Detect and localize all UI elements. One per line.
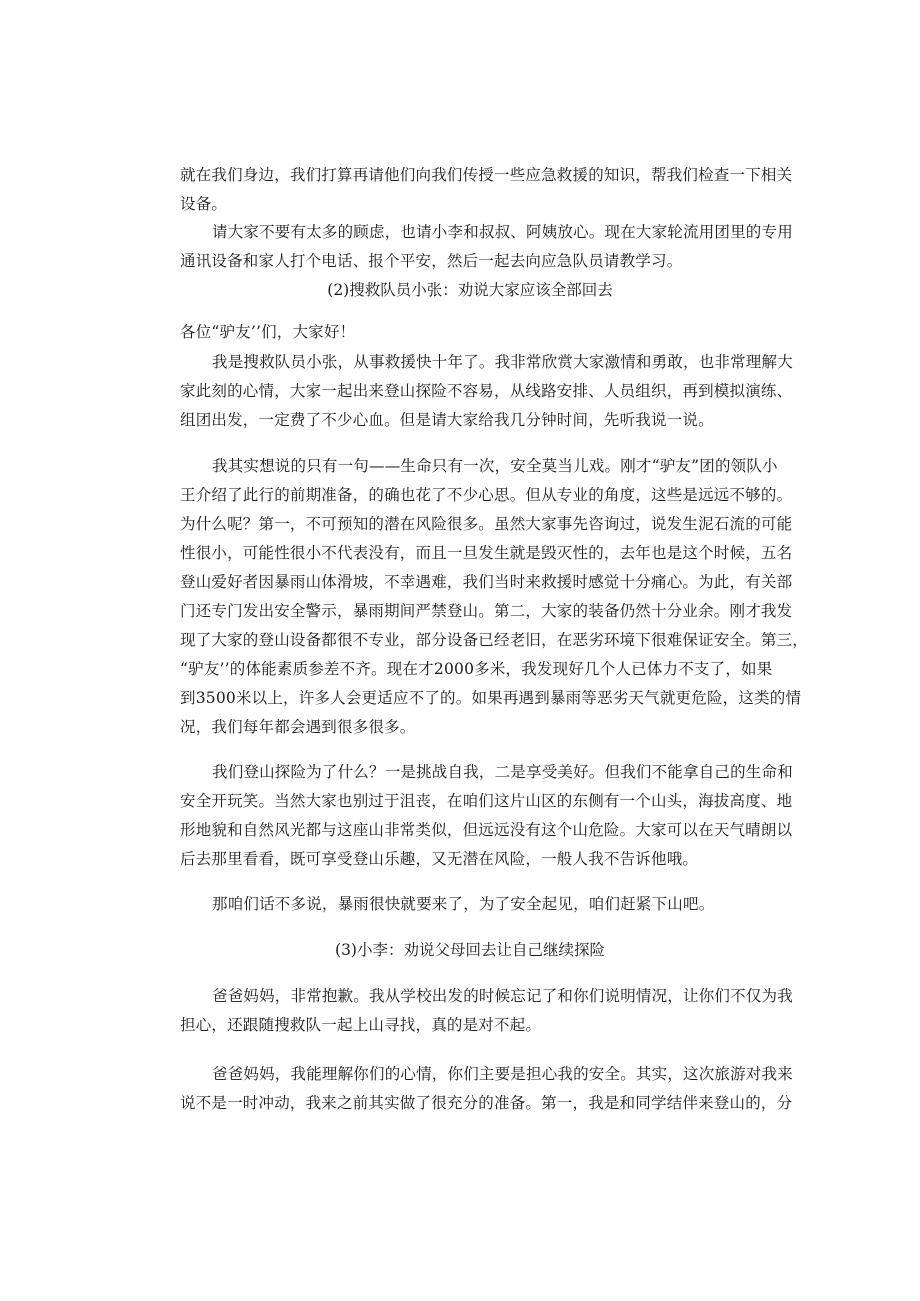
paragraph-line: 爸爸妈妈，非常抱歉。我从学校出发的时候忘记了和你们说明情况，让你们不仅为我 bbox=[212, 987, 793, 1005]
greeting-line: 各位“驴友’’们，大家好！ bbox=[180, 323, 356, 341]
paragraph-line: 现了大家的登山设备都很不专业，部分设备已经老旧，在恶劣环境下很难保证安全。第三， bbox=[180, 631, 809, 649]
paragraph-line: 我们登山探险为了什么？一是挑战自我，二是享受美好。但我们不能拿自己的生命和 bbox=[212, 763, 793, 781]
paragraph-line: 爸爸妈妈，我能理解你们的心情，你们主要是担心我的安全。其实，这次旅游对我来 bbox=[212, 1065, 793, 1083]
section-heading: (3)小李：劝说父母回去让自己继续探险 bbox=[335, 941, 605, 959]
paragraph-line: 登山爱好者因暴雨山体滑坡，不幸遇难，我们当时来救援时感觉十分痛心。为此，有关部 bbox=[180, 573, 793, 591]
section-heading: (2)搜救队员小张：劝说大家应该全部回去 bbox=[327, 281, 613, 299]
paragraph-line: 设备。 bbox=[180, 195, 228, 213]
paragraph-line: 况，我们每年都会遇到很多很多。 bbox=[180, 718, 416, 736]
paragraph-line: 到3500米以上，许多人会更适应不了的。如果再遇到暴雨等恶劣天气就更危险，这类的情 bbox=[180, 689, 802, 707]
paragraph-line: 性很小，可能性很小不代表没有，而且一旦发生就是毁灭性的，去年也是这个时候，五名 bbox=[180, 544, 793, 562]
paragraph-line: 担心，还跟随搜救队一起上山寻找，真的是对不起。 bbox=[180, 1016, 542, 1034]
paragraph-line: 通讯设备和家人打个电话、报个平安，然后一起去向应急队员请教学习。 bbox=[180, 252, 683, 270]
paragraph-line: 门还专门发出安全警示，暴雨期间严禁登山。第二，大家的装备仍然十分业余。刚才我发 bbox=[180, 602, 793, 620]
paragraph-line: 组团出发，一定费了不少心血。但是请大家给我几分钟时间，先听我说一说。 bbox=[180, 411, 714, 429]
paragraph-line: 就在我们身边，我们打算再请他们向我们传授一些应急救援的知识，帮我们检查一下相关 bbox=[180, 166, 793, 184]
paragraph-line: 我其实想说的只有一句——生命只有一次，安全莫当儿戏。刚才“驴友”团的领队小 bbox=[212, 457, 778, 475]
paragraph-line: 那咱们话不多说，暴雨很快就要来了，为了安全起见，咱们赶紧下山吧。 bbox=[212, 895, 715, 913]
paragraph-line: 安全开玩笑。当然大家也别过于沮丧，在咱们这片山区的东侧有一个山头，海拔高度、地 bbox=[180, 792, 793, 810]
paragraph-line: 请大家不要有太多的顾虑，也请小李和叔叔、阿姨放心。现在大家轮流用团里的专用 bbox=[212, 223, 793, 241]
paragraph-line: 王介绍了此行的前期准备，的确也花了不少心思。但从专业的角度，这些是远远不够的。 bbox=[180, 486, 793, 504]
paragraph-line: 说不是一时冲动，我来之前其实做了很充分的准备。第一，我是和同学结伴来登山的，分 bbox=[180, 1094, 793, 1112]
paragraph-line: 形地貌和自然风光都与这座山非常类似，但远远没有这个山危险。大家可以在天气晴朗以 bbox=[180, 821, 793, 839]
paragraph-line: “驴友’’的体能素质参差不齐。现在才2000多米，我发现好几个人已体力不支了，如果 bbox=[180, 660, 773, 678]
paragraph-line: 为什么呢？第一，不可预知的潜在风险很多。虽然大家事先咨询过，说发生泥石流的可能 bbox=[180, 515, 793, 533]
paragraph-line: 后去那里看看，既可享受登山乐趣，又无潜在风险，一般人我不告诉他哦。 bbox=[180, 850, 699, 868]
paragraph-line: 我是搜救队员小张，从事救援快十年了。我非常欣赏大家激情和勇敢，也非常理解大 bbox=[212, 353, 793, 371]
paragraph-line: 家此刻的心情，大家一起出来登山探险不容易，从线路安排、人员组织，再到模拟演练、 bbox=[180, 382, 793, 400]
